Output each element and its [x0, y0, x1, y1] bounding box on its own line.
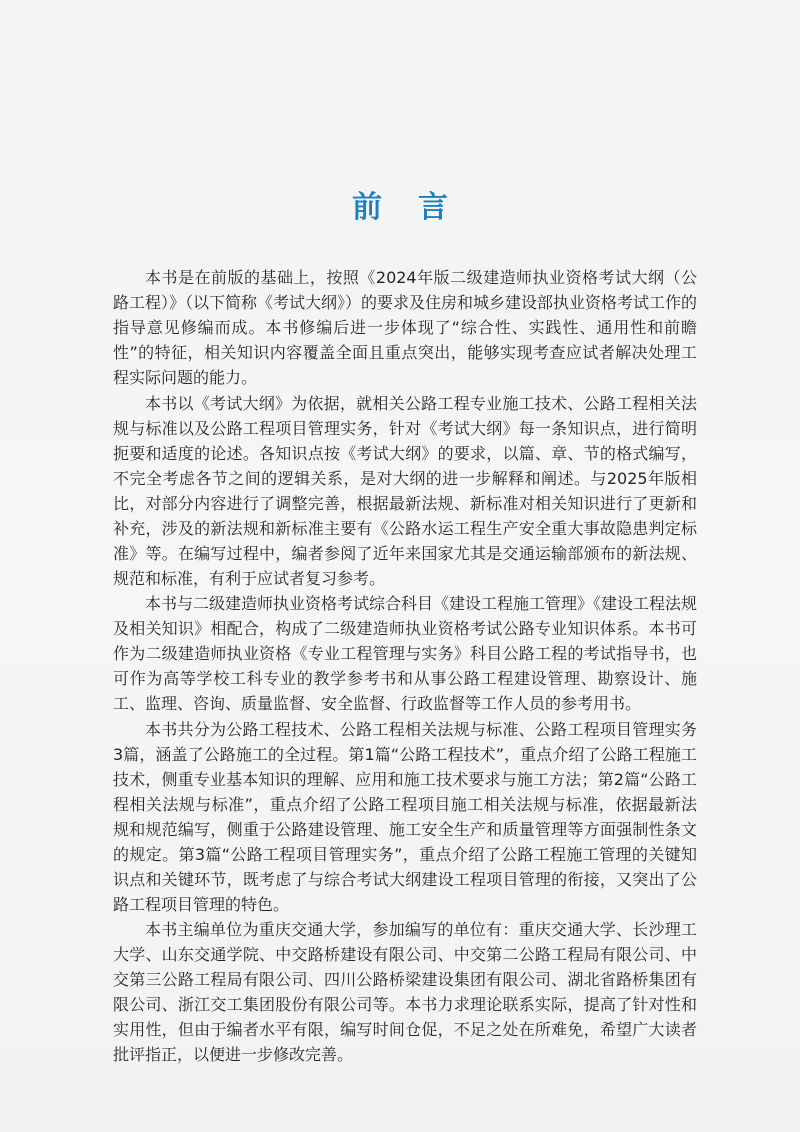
paragraph-1: 本书是在前版的基础上，按照《2024年版二级建造师执业资格考试大纲（公路工程）》（以下简称《考试大纲》）的要求及住房和城乡建设部执业资格考试工作的指导意见修编而成。本书修编后进一步体现了“综合性、实践性、通用性和前瞻性”的特征，相关知识内容覆盖全面且重点突出，能够实现考查应试者解决处理工程实际问题的能力。 [113, 268, 698, 387]
page-title: 前言 [352, 190, 484, 225]
paragraph-3: 本书与二级建造师执业资格考试综合科目《建设工程施工管理》《建设工程法规及相关知识》相配合，构成了二级建造师执业资格考试公路专业知识体系。本书可作为二级建造师执业资格《专业工程管理与实务》科目公路工程的考试指导书，也可作为高等学校工科专业的教学参考书和从事公路工程建设管理、勘察设计、施工、监理、咨询、质量监督、安全监督、行政监督等工作人员的参考用书。 [113, 594, 698, 713]
preface-body [113, 265, 697, 1068]
paragraph-4: 本书共分为公路工程技术、公路工程相关法规与标准、公路工程项目管理实务3篇，涵盖了公路施工的全过程。第1篇“公路工程技术”，重点介绍了公路工程施工技术，侧重专业基本知识的理解、应用和施工技术要求与施工方法；第2篇“公路工程相关法规与标准”，重点介绍了公路工程项目施工相关法规与标准，依据最新法规和规范编写，侧重于公路建设管理、施工安全生产和质量管理等方面强制性条文的规定。第3篇“公路工程项目管理实务”，重点介绍了公路工程施工管理的关键知识点和关键环节，既考虑了与综合考试大纲建设工程项目管理的衔接，又突出了公路工程项目管理的特色。 [113, 719, 697, 914]
paragraph-2: 本书以《考试大纲》为依据，就相关公路工程专业施工技术、公路工程相关法规与标准以及公路工程项目管理实务，针对《考试大纲》每一条知识点，进行简明扼要和适度的论述。各知识点按《考试大纲》的要求，以篇、章、节的格式编写，不完全考虑各节之间的逻辑关系，是对大纲的进一步解释和阐述。与2025年版相比，对部分内容进行了调整完善，根据最新法规、新标准对相关知识进行了更新和补充，涉及的新法规和新标准主要有《公路水运工程生产安全重大事故隐患判定标准》等。在编写过程中，编者参阅了近年来国家尤其是交通运输部颁布的新法规、规范和标准，有利于应试者复习参考。 [113, 393, 697, 588]
paragraph-5: 本书主编单位为重庆交通大学，参加编写的单位有：重庆交通大学、长沙理工大学、山东交通学院、中交路桥建设有限公司、中交第二公路工程局有限公司、中交第三公路工程局有限公司、四川公路桥梁建设集团有限公司、湖北省路桥集团有限公司、浙江交工集团股份有限公司等。本书力求理论联系实际，提高了针对性和实用性，但由于编者水平有限，编写时间仓促，不足之处在所难免，希望广大读者批评指正，以便进一步修改完善。 [113, 920, 697, 1064]
